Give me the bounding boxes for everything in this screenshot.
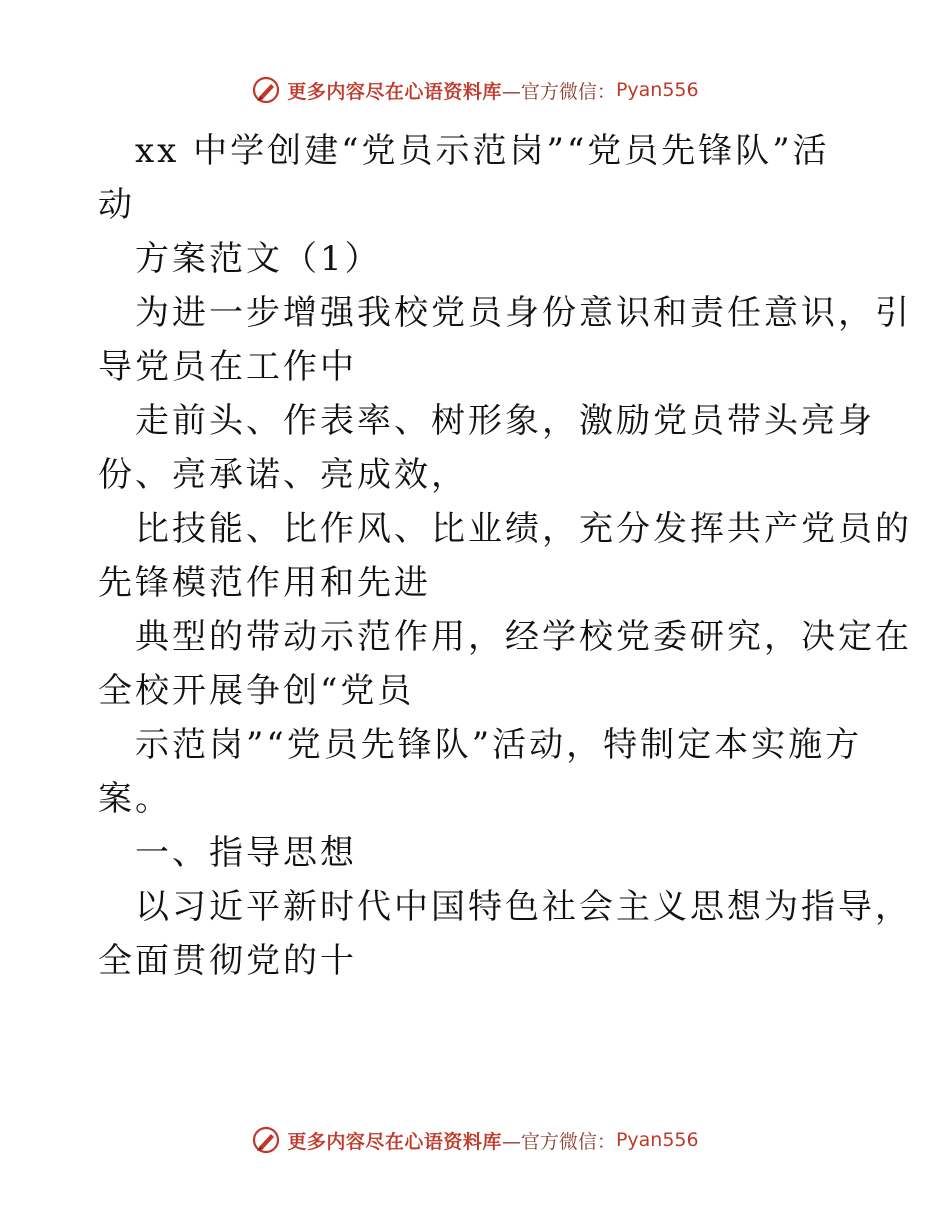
paragraph-line: 全面贯彻党的十 bbox=[98, 941, 357, 981]
watermark-wechat-id: Pyan556 bbox=[615, 79, 699, 101]
paragraph-line: 以习近平新时代中国特色社会主义思想为指导， bbox=[135, 887, 912, 927]
doc-subtitle: 方案范文（1） bbox=[135, 239, 382, 279]
paragraph-line: 为进一步增强我校党员身份意识和责任意识，引 bbox=[135, 293, 912, 333]
paragraph-line: 走前头、作表率、树形象，激励党员带头亮身 bbox=[135, 401, 875, 441]
watermark-title: 更多内容尽在心语资料库 bbox=[287, 80, 502, 103]
paragraph-line: 先锋模范作用和先进 bbox=[98, 563, 431, 603]
header-watermark bbox=[0, 70, 950, 110]
doc-title-line-2: 动 bbox=[98, 185, 135, 225]
doc-title-line-1: xx 中学创建“党员示范岗”“党员先锋队”活 bbox=[135, 131, 830, 171]
section-heading: 一、指导思想 bbox=[135, 833, 357, 873]
paragraph-line: 案。 bbox=[98, 779, 172, 819]
watermark-title: 更多内容尽在心语资料库 bbox=[287, 1130, 502, 1153]
document-body bbox=[98, 124, 912, 988]
footer-watermark bbox=[0, 1120, 950, 1160]
paragraph-line: 比技能、比作风、比业绩，充分发挥共产党员的 bbox=[135, 509, 912, 549]
pen-logo-icon bbox=[251, 75, 281, 105]
pen-logo-icon bbox=[251, 1125, 281, 1155]
paragraph-line: 导党员在工作中 bbox=[98, 347, 357, 387]
paragraph-line: 全校开展争创“党员 bbox=[98, 671, 415, 711]
paragraph-line: 典型的带动示范作用，经学校党委研究，决定在 bbox=[135, 617, 912, 657]
watermark-subtitle: —官方微信： bbox=[501, 1130, 616, 1153]
watermark-wechat-id: Pyan556 bbox=[615, 1129, 699, 1151]
paragraph-line: 示范岗”“党员先锋队”活动，特制定本实施方 bbox=[135, 725, 863, 765]
paragraph-line: 份、亮承诺、亮成效， bbox=[98, 455, 468, 495]
watermark-subtitle: —官方微信： bbox=[501, 80, 616, 103]
